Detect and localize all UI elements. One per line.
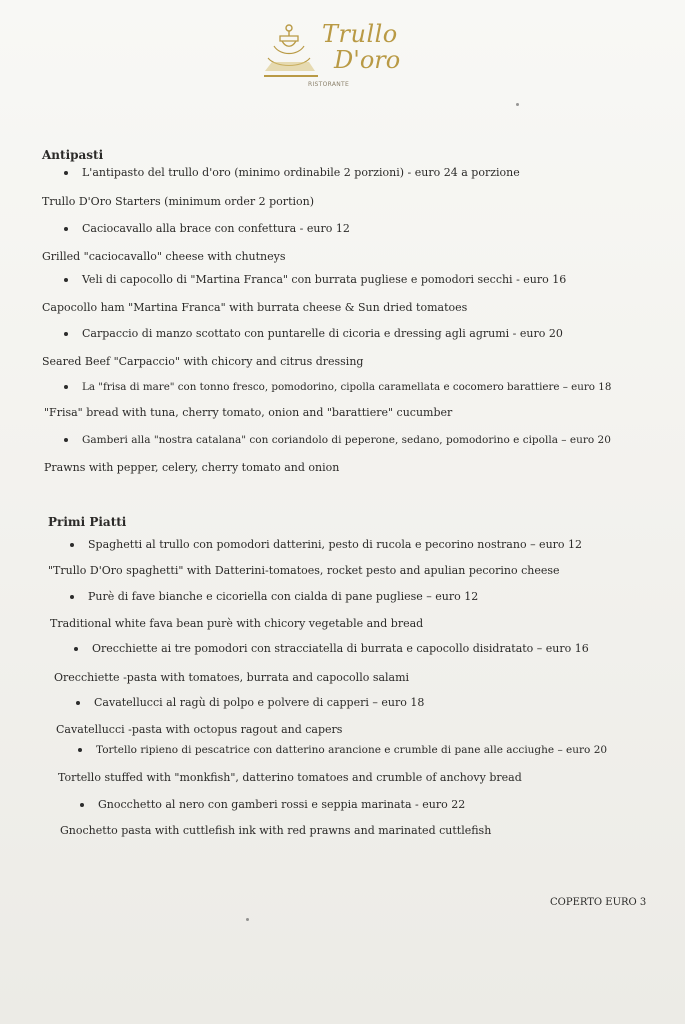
- dish-italian: Spaghetti al trullo con pomodori datterini, pesto di rucola e pecorino nostrano – euro 12: [88, 538, 583, 551]
- dish-english: Gnochetto pasta with cuttlefish ink with red prawns and marinated cuttlefish: [60, 824, 492, 837]
- dish-italian: La "frisa di mare" con tonno fresco, pomodorino, cipolla caramellata e cocomero barattiere – euro 18: [82, 381, 612, 393]
- list-item: [74, 642, 589, 655]
- dish-english: Orecchiette -pasta with tomatoes, burrata and capocollo salami: [54, 671, 410, 684]
- dish-english: Cavatellucci -pasta with octopus ragout and capers: [56, 723, 343, 736]
- brand-name-line2: D'oro: [334, 46, 401, 74]
- list-item: [70, 590, 478, 603]
- dish-english: "Frisa" bread with tuna, cherry tomato, onion and "barattiere" cucumber: [44, 406, 453, 419]
- bullet-icon: [64, 438, 68, 442]
- section-title-primi-piatti: Primi Piatti: [48, 515, 127, 529]
- bullet-icon: [64, 332, 68, 336]
- bullet-icon: [64, 171, 68, 175]
- dish-english: Tortello stuffed with "monkfish", datterino tomatoes and crumble of anchovy bread: [58, 771, 522, 784]
- dish-english: Prawns with pepper, celery, cherry tomato and onion: [44, 461, 340, 474]
- list-item: [76, 696, 424, 709]
- bullet-icon: [76, 701, 80, 705]
- bullet-icon: [80, 803, 84, 807]
- brand-subtitle: RISTORANTE: [308, 81, 350, 88]
- list-item: [64, 327, 563, 340]
- section-title-antipasti: Antipasti: [42, 148, 104, 162]
- bullet-icon: [70, 543, 74, 547]
- bullet-icon: [64, 385, 68, 389]
- list-item: [70, 538, 582, 551]
- dish-italian: Carpaccio di manzo scottato con puntarelle di cicoria e dressing agli agrumi - euro 20: [82, 327, 563, 340]
- dish-english: Traditional white fava bean purè with chicory vegetable and bread: [50, 617, 424, 630]
- dish-italian: Gamberi alla "nostra catalana" con coriandolo di peperone, sedano, pomodorino e cipolla – euro 20: [82, 434, 611, 446]
- dish-italian: L'antipasto del trullo d'oro (minimo ordinabile 2 porzioni) - euro 24 a porzione: [82, 166, 520, 179]
- list-item: [64, 273, 566, 286]
- paper-speck: [516, 103, 519, 106]
- bullet-icon: [74, 647, 78, 651]
- dish-english: Trullo D'Oro Starters (minimum order 2 portion): [42, 195, 315, 208]
- paper-speck: [246, 918, 249, 921]
- dish-italian: Cavatellucci al ragù di polpo e polvere di capperi – euro 18: [94, 696, 425, 709]
- dish-italian: Veli di capocollo di "Martina Franca" con burrata pugliese e pomodori secchi - euro 16: [82, 273, 567, 286]
- bullet-icon: [64, 227, 68, 231]
- list-item: [64, 222, 350, 235]
- dish-english: "Trullo D'Oro spaghetti" with Datterini-tomatoes, rocket pesto and apulian pecorino cheese: [48, 564, 560, 577]
- dish-italian: Purè di fave bianche e cicoriella con cialda di pane pugliese – euro 12: [88, 590, 479, 603]
- bullet-icon: [70, 595, 74, 599]
- dish-english: Grilled "caciocavallo" cheese with chutneys: [42, 250, 286, 263]
- dish-english: Seared Beef "Carpaccio" with chicory and citrus dressing: [42, 355, 364, 368]
- list-item: [78, 743, 607, 757]
- list-item: [64, 433, 611, 447]
- restaurant-header: [262, 18, 402, 94]
- brand-name-line1: Trullo: [322, 20, 398, 48]
- bullet-icon: [78, 748, 82, 752]
- dish-italian: Tortello ripieno di pescatrice con datterino arancione e crumble di pane alle acciughe – euro 20: [96, 744, 608, 756]
- bullet-icon: [64, 278, 68, 282]
- list-item: [64, 380, 611, 394]
- cover-charge: COPERTO EURO 3: [550, 897, 647, 908]
- list-item: [80, 798, 465, 811]
- list-item: [64, 166, 520, 179]
- trullo-logo-icon: [262, 18, 322, 80]
- dish-italian: Gnocchetto al nero con gamberi rossi e seppia marinata - euro 22: [98, 798, 466, 811]
- dish-italian: Caciocavallo alla brace con confettura - euro 12: [82, 222, 350, 235]
- dish-italian: Orecchiette ai tre pomodori con stracciatella di burrata e capocollo disidratato – euro 16: [92, 642, 589, 655]
- dish-english: Capocollo ham "Martina Franca" with burrata cheese & Sun dried tomatoes: [42, 301, 468, 314]
